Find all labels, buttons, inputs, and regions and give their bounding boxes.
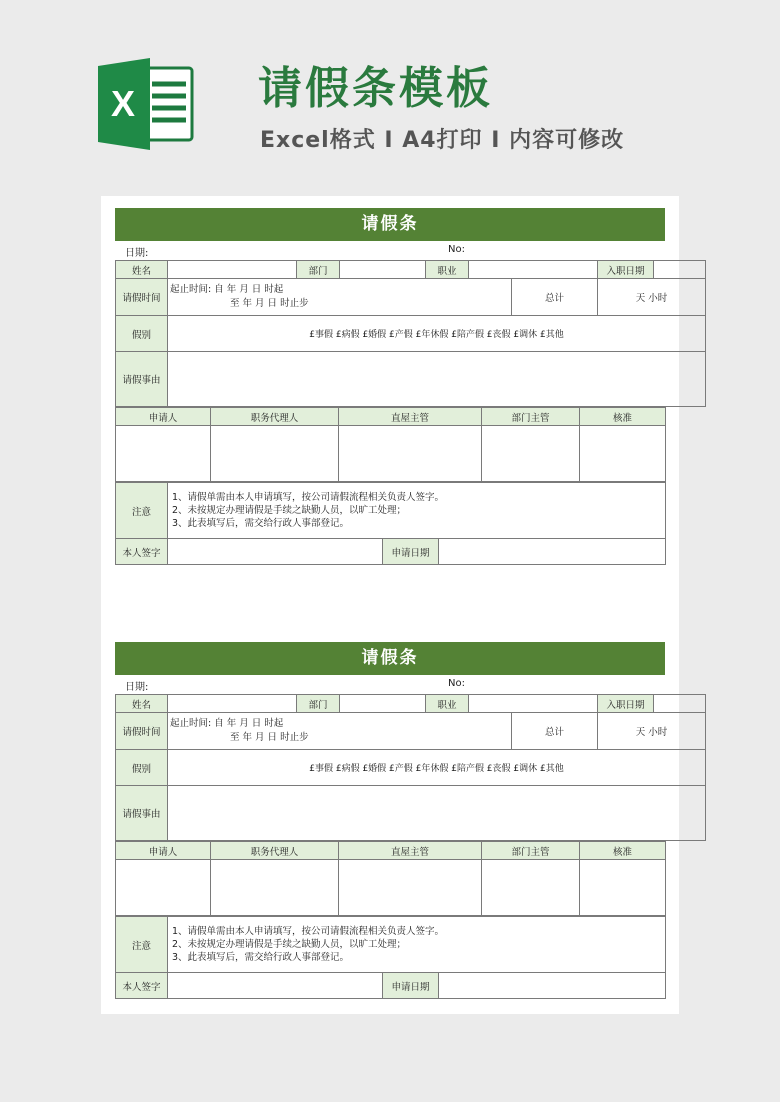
- leave-period-field[interactable]: [168, 713, 512, 750]
- sign-header: 直屋主管: [339, 842, 482, 860]
- reason-label: 请假事由: [116, 352, 168, 407]
- sign-table: [115, 407, 666, 482]
- self-sign-field[interactable]: [168, 973, 383, 999]
- self-sign-field[interactable]: [168, 539, 383, 565]
- applicant-sign-field[interactable]: [116, 426, 211, 482]
- period-line-2: 至 年 月 日 时止步: [230, 732, 309, 743]
- page-subtitle: Excel格式 I A4打印 I 内容可修改: [260, 128, 625, 153]
- period-line-1: 起止时间: 自 年 月 日 时起: [170, 718, 284, 729]
- leave-type-options[interactable]: £事假 £病假 £婚假 £产假 £年休假 £陪产假 £丧假 £调休 £其他: [168, 316, 706, 352]
- name-field[interactable]: [168, 695, 297, 713]
- total-field[interactable]: 天 小时: [598, 713, 706, 750]
- sign-header: 直屋主管: [339, 408, 482, 426]
- join-date-field[interactable]: [654, 695, 706, 713]
- join-date-field[interactable]: [654, 261, 706, 279]
- apply-date-field[interactable]: [439, 973, 666, 999]
- notes-label: 注意: [116, 917, 168, 973]
- notes-text: [168, 483, 666, 539]
- sign-header: 部门主管: [482, 408, 580, 426]
- date-label: 日期:: [125, 682, 149, 693]
- total-label: 总计: [512, 279, 598, 316]
- leave-time-label: 请假时间: [116, 713, 168, 750]
- period-line-1: 起止时间: 自 年 月 日 时起: [170, 284, 284, 295]
- note-line: 1、请假单需由本人申请填写，按公司请假流程相关负责人签字。: [172, 926, 445, 937]
- period-line-2: 至 年 月 日 时止步: [230, 298, 309, 309]
- sign-header: 部门主管: [482, 842, 580, 860]
- dept-field[interactable]: [340, 695, 426, 713]
- notes-table: [115, 916, 666, 999]
- name-label: 姓名: [116, 261, 168, 279]
- supervisor-sign-field[interactable]: [339, 860, 482, 916]
- leave-period-field[interactable]: [168, 279, 512, 316]
- sign-header: 职务代理人: [211, 842, 339, 860]
- reason-field[interactable]: [168, 352, 706, 407]
- supervisor-sign-field[interactable]: [339, 426, 482, 482]
- sign-header: 职务代理人: [211, 408, 339, 426]
- form-meta-row: [115, 241, 665, 260]
- date-label: 日期:: [125, 248, 149, 259]
- leave-type-label: 假别: [116, 316, 168, 352]
- sign-header: 核准: [580, 842, 666, 860]
- self-sign-label: 本人签字: [116, 539, 168, 565]
- approval-sign-field[interactable]: [580, 426, 666, 482]
- form-title: 请假条: [115, 208, 665, 241]
- dept-label: 部门: [297, 695, 340, 713]
- excel-logo-icon: [98, 58, 196, 150]
- leave-form: [115, 208, 668, 565]
- dept-label: 部门: [297, 261, 340, 279]
- name-field[interactable]: [168, 261, 297, 279]
- sign-header: 核准: [580, 408, 666, 426]
- total-label: 总计: [512, 713, 598, 750]
- form-title: 请假条: [115, 642, 665, 675]
- applicant-sign-field[interactable]: [116, 860, 211, 916]
- note-line: 1、请假单需由本人申请填写，按公司请假流程相关负责人签字。: [172, 492, 445, 503]
- leave-type-options[interactable]: £事假 £病假 £婚假 £产假 £年休假 £陪产假 £丧假 £调休 £其他: [168, 750, 706, 786]
- apply-date-label: 申请日期: [383, 973, 439, 999]
- self-sign-label: 本人签字: [116, 973, 168, 999]
- leave-form: [115, 642, 668, 999]
- form-table: [115, 694, 706, 841]
- notes-text: [168, 917, 666, 973]
- note-line: 3、此表填写后，需交给行政人事部登记。: [172, 518, 350, 529]
- apply-date-label: 申请日期: [383, 539, 439, 565]
- form-meta-row: [115, 675, 665, 694]
- notes-label: 注意: [116, 483, 168, 539]
- sign-header: 申请人: [116, 408, 211, 426]
- position-field[interactable]: [469, 261, 598, 279]
- deputy-sign-field[interactable]: [211, 426, 339, 482]
- form-paper: [101, 196, 679, 1014]
- dept-head-sign-field[interactable]: [482, 860, 580, 916]
- svg-text:X: X: [110, 83, 136, 124]
- leave-type-label: 假别: [116, 750, 168, 786]
- note-line: 2、未按规定办理请假是手续之缺勤人员，以旷工处理；: [172, 939, 407, 950]
- total-field[interactable]: 天 小时: [598, 279, 706, 316]
- note-line: 2、未按规定办理请假是手续之缺勤人员，以旷工处理；: [172, 505, 407, 516]
- no-label: No:: [448, 678, 465, 689]
- note-line: 3、此表填写后，需交给行政人事部登记。: [172, 952, 350, 963]
- reason-field[interactable]: [168, 786, 706, 841]
- sign-table: [115, 841, 666, 916]
- apply-date-field[interactable]: [439, 539, 666, 565]
- deputy-sign-field[interactable]: [211, 860, 339, 916]
- sign-header: 申请人: [116, 842, 211, 860]
- join-date-label: 入职日期: [598, 261, 654, 279]
- form-table: [115, 260, 706, 407]
- dept-head-sign-field[interactable]: [482, 426, 580, 482]
- approval-sign-field[interactable]: [580, 860, 666, 916]
- position-label: 职业: [426, 695, 469, 713]
- position-field[interactable]: [469, 695, 598, 713]
- name-label: 姓名: [116, 695, 168, 713]
- position-label: 职业: [426, 261, 469, 279]
- leave-time-label: 请假时间: [116, 279, 168, 316]
- join-date-label: 入职日期: [598, 695, 654, 713]
- no-label: No:: [448, 244, 465, 255]
- reason-label: 请假事由: [116, 786, 168, 841]
- page-title: 请假条模板: [258, 63, 493, 114]
- notes-table: [115, 482, 666, 565]
- dept-field[interactable]: [340, 261, 426, 279]
